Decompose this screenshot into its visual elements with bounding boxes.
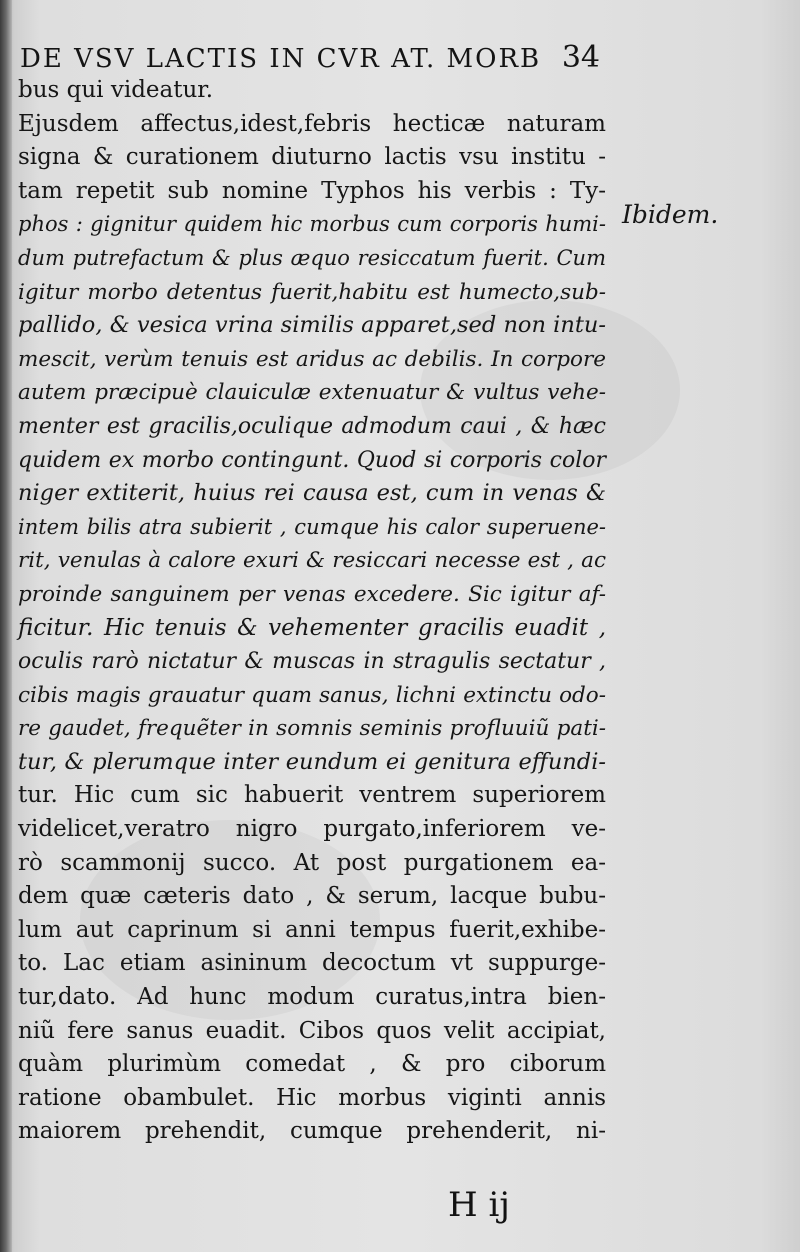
margin-note: Ibidem. xyxy=(622,200,719,229)
page-number: 34 xyxy=(561,40,600,75)
text-line: tur,dato. Ad hunc modum curatus,intra bien- xyxy=(18,984,606,1011)
text-line: autem præcipuè clauiculæ extenuatur & vultus vehe- xyxy=(18,380,606,406)
text-line: niger extiterit, huius rei causa est, cum in venas & xyxy=(18,480,606,507)
text-line: to. Lac etiam asininum decoctum vt suppurge- xyxy=(18,950,606,977)
text-line: tam repetit sub nomine Typhos his verbis : Ty- xyxy=(18,177,606,204)
running-title: DE VSV LACTIS IN CVR AT. MORB xyxy=(20,44,542,74)
body-text xyxy=(18,74,606,1149)
text-line: re gaudet, frequẽter in somnis seminis profluuiũ pati- xyxy=(18,716,606,742)
text-line: niũ fere sanus euadit. Cibos quos velit accipiat, xyxy=(18,1017,606,1044)
text-line: igitur morbo detentus fuerit,habitu est humecto,sub- xyxy=(18,279,606,305)
text-line: tur. Hic cum sic habuerit ventrem superiorem xyxy=(18,782,606,809)
text-line: rò scammonij succo. At post purgationem ea- xyxy=(18,849,606,876)
text-line: menter est gracilis,oculique admodum caui , & hæc xyxy=(18,413,606,439)
text-line: tur, & plerumque inter eundum ei genitura effundi- xyxy=(18,748,606,775)
text-line: proinde sanguinem per venas excedere. Sic igitur af- xyxy=(18,581,606,607)
text-line: quàm plurimùm comedat , & pro ciborum xyxy=(18,1051,606,1078)
text-line: maiorem prehendit, cumque prehenderit, ni- xyxy=(18,1118,606,1145)
page-gutter xyxy=(0,0,12,1252)
text-line: phos : gignitur quidem hic morbus cum corporis humi- xyxy=(18,212,606,237)
text-line: pallido, & vesica vrina similis apparet,sed non intu- xyxy=(18,312,606,339)
text-line: mescit, verùm tenuis est aridus ac debilis. In corpore xyxy=(18,346,606,372)
text-line: videlicet,veratro nigro purgato,inferiorem ve- xyxy=(18,816,606,843)
text-line: dum putrefactum & plus æquo resiccatum fuerit. Cum xyxy=(18,245,606,270)
text-line: ratione obambulet. Hic morbus viginti annis xyxy=(18,1084,606,1111)
text-line: oculis rarò nictatur & muscas in stragulis sectatur , xyxy=(18,649,606,675)
signature-mark: H ij xyxy=(448,1185,510,1225)
text-line: lum aut caprinum si anni tempus fuerit,exhibe- xyxy=(18,916,606,943)
text-line: signa & curationem diuturno lactis vsu institu - xyxy=(18,144,606,171)
text-line: ficitur. Hic tenuis & vehementer gracilis euadit , xyxy=(18,614,606,641)
running-header xyxy=(20,40,600,75)
text-line: cibis magis grauatur quam sanus, lichni extinctu odo- xyxy=(18,682,606,708)
text-line: bus qui videatur. xyxy=(18,77,214,103)
text-line: rit, venulas à calore exuri & resiccari necesse est , ac xyxy=(18,548,606,574)
text-line: Ejusdem affectus,idest,febris hecticæ naturam xyxy=(18,110,606,137)
text-line: intem bilis atra subierit , cumque his calor superuene- xyxy=(18,514,606,539)
text-line: quidem ex morbo contingunt. Quod si corporis color xyxy=(18,447,606,473)
text-line: dem quæ cæteris dato , & serum, lacque bubu- xyxy=(18,883,606,910)
